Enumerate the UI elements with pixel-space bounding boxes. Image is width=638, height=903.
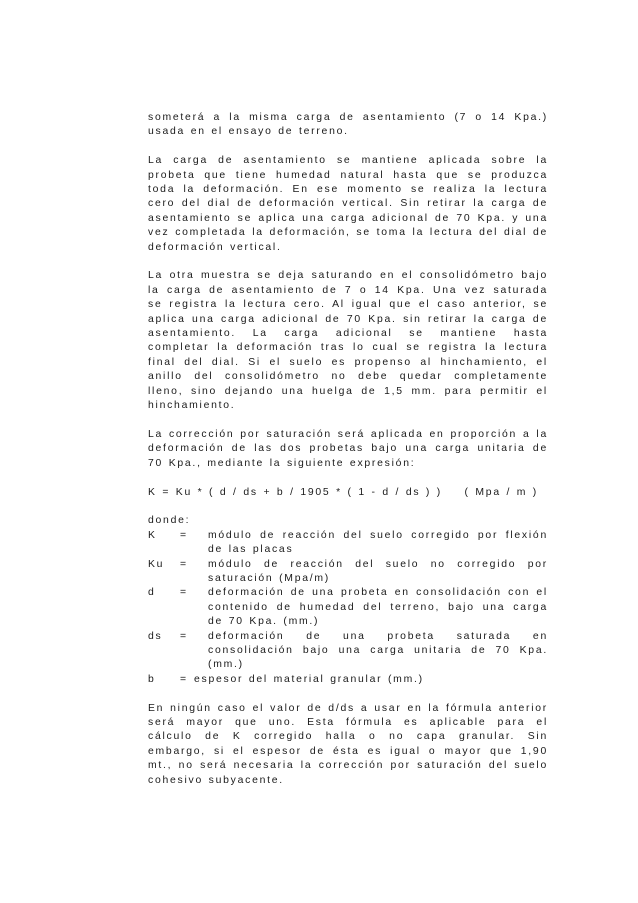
definition-symbol: d xyxy=(148,587,156,599)
paragraph-saturated-sample: La otra muestra se deja saturando en el consolidómetro bajo la carga de asentamiento de 7 o 14 Kpa. Una vez saturada se registra la lectura cero. Al igual que el caso anterior, se aplica una carga adicional de 70 Kpa. sin retirar la carga de asentamiento. La carga adicional se mantiene hasta completar la deformación tras lo cual se registra la lectura final del dial. Si el suelo es propenso al hinchamiento, el anillo del consolidómetro no debe quedar completamente lleno, sino dejando una huelga de 1,5 mm. para permitir el hinchamiento. xyxy=(148,270,548,412)
definition-symbol: b xyxy=(148,673,156,685)
paragraph-closing: En ningún caso el valor de d/ds a usar en la fórmula anterior será mayor que uno. Esta fórmula es aplicable para el cálculo de K corregido halla o no capa granular. Sin embargo, si el espesor de ésta es igual o mayor que 1,90 mt., no será necesaria la corrección por saturación del suelo cohesivo subyacente. xyxy=(148,702,548,786)
definition-text: deformación de una probeta saturada en consolidación bajo una carga unitaria de 70 Kpa. (mm.) xyxy=(208,630,548,671)
paragraph-natural-sample: La carga de asentamiento se mantiene aplicada sobre la probeta que tiene humedad natural hasta que se produzca toda la deformación. En ese momento se realiza la lectura cero del dial de deformación vertical. Sin retirar la carga de asentamiento se aplica una carga adicional de 70 Kpa. y una vez completada la deformación, se toma la lectura del dial de deformación vertical. xyxy=(148,155,548,253)
where-label: donde: xyxy=(148,515,191,527)
definition-symbol: ds xyxy=(148,630,163,642)
paragraph-continuation: someterá a la misma carga de asentamiento (7 o 14 Kpa.) usada en el ensayo de terreno. xyxy=(148,112,548,138)
definition-symbol: Ku xyxy=(148,558,165,570)
definition-symbol: K xyxy=(148,529,157,541)
definition-text: espesor del material granular (mm.) xyxy=(194,673,424,685)
definition-text: deformación de una probeta en consolidación con el contenido de humedad del terreno, bajo una carga de 70 Kpa. (mm.) xyxy=(208,587,548,628)
definition-row-ds xyxy=(148,630,548,673)
definition-row-k xyxy=(148,529,548,558)
definition-equals: = xyxy=(180,673,188,685)
definition-row-ku xyxy=(148,558,548,587)
definition-equals: = xyxy=(180,558,188,570)
definition-text: módulo de reacción del suelo corregido por flexión de las placas xyxy=(208,529,548,556)
paragraph-correction-intro: La corrección por saturación será aplicada en proporción a la deformación de las dos probetas bajo una carga unitaria de 70 Kpa., mediante la siguiente expresión: xyxy=(148,428,548,469)
definition-row-d xyxy=(148,586,548,629)
definition-equals: = xyxy=(180,529,188,541)
document-body xyxy=(148,111,548,802)
definition-equals: = xyxy=(180,630,188,642)
definitions-list xyxy=(148,529,548,687)
definition-text: módulo de reacción del suelo no corregido por saturación (Mpa/m) xyxy=(208,558,548,584)
definition-equals: = xyxy=(180,587,188,599)
definition-row-b xyxy=(148,673,548,687)
correction-formula: K = Ku * ( d / ds + b / 1905 * ( 1 - d / ds ) ) ( Mpa / m ) xyxy=(148,486,539,498)
